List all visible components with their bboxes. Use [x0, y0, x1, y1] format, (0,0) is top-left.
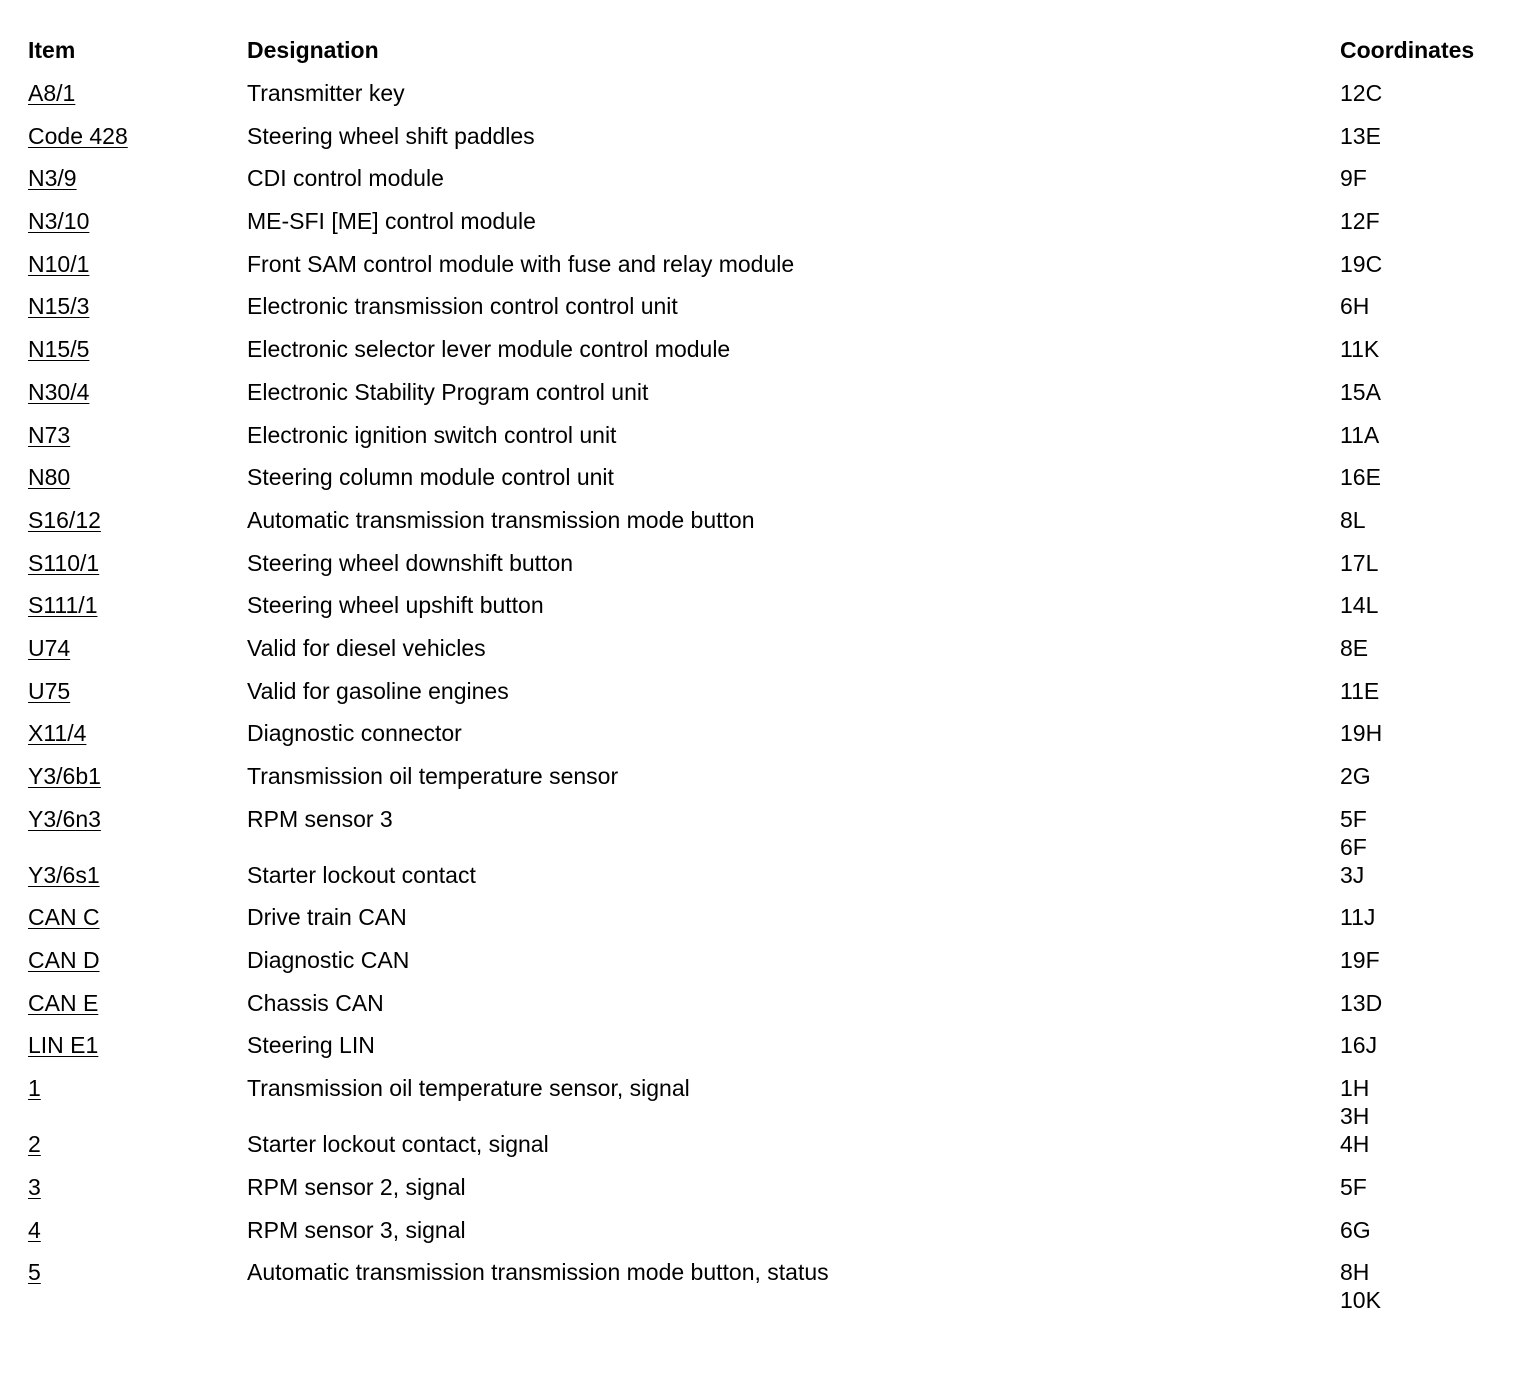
header-coordinates: Coordinates	[1340, 37, 1475, 63]
item-cell	[28, 719, 247, 747]
coordinate-value: 3J	[1340, 861, 1365, 888]
item-link[interactable]: Y3/6b1	[28, 763, 101, 789]
item-link[interactable]: N3/10	[28, 208, 90, 235]
item-cell	[28, 292, 247, 320]
coordinate-value: 6H	[1340, 293, 1370, 320]
item-link[interactable]: N15/3	[28, 293, 90, 320]
coordinate-value: 6F	[1340, 833, 1367, 860]
coordinates-cell	[1340, 861, 1508, 889]
item-cell	[28, 335, 247, 363]
item-cell	[28, 122, 247, 150]
coordinates-cell	[1340, 250, 1508, 278]
coordinates-cell	[1340, 1173, 1508, 1201]
component-legend-table	[28, 36, 1508, 1314]
designation-cell: Electronic selector lever module control module	[247, 336, 731, 363]
designation-cell: Steering wheel downshift button	[247, 549, 574, 576]
designation-cell: RPM sensor 3, signal	[247, 1216, 466, 1243]
coordinate-value: 5F	[1340, 1173, 1367, 1200]
table-body	[28, 79, 1508, 1314]
coordinates-cell	[1340, 805, 1508, 861]
item-link[interactable]: 1	[28, 1075, 41, 1102]
coordinates-cell	[1340, 677, 1508, 705]
item-link[interactable]: 2	[28, 1131, 41, 1158]
item-link[interactable]: X11/4	[28, 720, 87, 747]
designation-cell: Steering column module control unit	[247, 464, 614, 491]
item-link[interactable]: CAN D	[28, 947, 100, 974]
coordinates-cell	[1340, 903, 1508, 931]
designation-cell: Electronic transmission control control unit	[247, 293, 678, 320]
coordinate-value: 17L	[1340, 549, 1379, 576]
table-row	[28, 1074, 1508, 1130]
coordinate-value: 19C	[1340, 250, 1383, 277]
coordinate-value: 12C	[1340, 80, 1383, 106]
item-link[interactable]: A8/1	[28, 80, 76, 106]
item-link[interactable]: CAN C	[28, 904, 100, 931]
item-link[interactable]: N3/9	[28, 165, 77, 192]
coordinate-value: 12F	[1340, 208, 1380, 235]
table-row	[28, 292, 1508, 335]
table-row	[28, 946, 1508, 989]
designation-cell: Transmission oil temperature sensor	[247, 763, 619, 789]
table-row	[28, 506, 1508, 549]
coordinates-cell	[1340, 164, 1508, 192]
coordinate-value: 11J	[1340, 904, 1376, 931]
coordinates-cell	[1340, 1216, 1508, 1244]
item-cell	[28, 989, 247, 1017]
coordinates-cell	[1340, 1074, 1508, 1130]
coordinates-cell	[1340, 989, 1508, 1017]
header-item: Item	[28, 37, 76, 63]
item-link[interactable]: S111/1	[28, 592, 98, 619]
item-link[interactable]: N15/5	[28, 336, 90, 363]
item-link[interactable]: N10/1	[28, 250, 90, 277]
designation-cell: Electronic Stability Program control unit	[247, 378, 649, 405]
coordinate-value: 9F	[1340, 165, 1367, 192]
coordinate-value: 16E	[1340, 464, 1381, 491]
item-cell	[28, 506, 247, 534]
item-cell	[28, 1173, 247, 1201]
coordinate-value: 8E	[1340, 634, 1369, 661]
table-row	[28, 164, 1508, 207]
item-cell	[28, 250, 247, 278]
item-cell	[28, 946, 247, 974]
coordinates-cell	[1340, 719, 1508, 747]
coordinates-cell	[1340, 421, 1508, 449]
coordinates-cell	[1340, 549, 1508, 577]
coordinates-cell	[1340, 292, 1508, 320]
coordinates-cell	[1340, 762, 1508, 790]
item-cell	[28, 463, 247, 491]
coordinate-value: 5F	[1340, 805, 1367, 832]
table-row	[28, 79, 1508, 122]
coordinate-value: 8H	[1340, 1259, 1370, 1286]
item-link[interactable]: LIN E1	[28, 1032, 99, 1059]
designation-cell: Automatic transmission transmission mode button	[247, 506, 755, 533]
coordinates-cell	[1340, 1031, 1508, 1059]
item-cell	[28, 1216, 247, 1244]
coordinates-cell	[1340, 463, 1508, 491]
table-row	[28, 762, 1508, 805]
table-row	[28, 989, 1508, 1032]
item-cell	[28, 421, 247, 449]
table-row	[28, 1130, 1508, 1173]
item-cell	[28, 378, 247, 406]
item-link[interactable]: Y3/6n3	[28, 805, 101, 832]
designation-cell: CDI control module	[247, 165, 444, 192]
coordinates-cell	[1340, 591, 1508, 619]
item-cell	[28, 634, 247, 662]
item-cell	[28, 207, 247, 235]
designation-cell: Steering wheel upshift button	[247, 592, 544, 619]
table-row	[28, 207, 1508, 250]
item-link[interactable]: U74	[28, 634, 71, 661]
table-row	[28, 805, 1508, 861]
table-header-row	[28, 36, 1508, 79]
item-link[interactable]: N80	[28, 464, 71, 491]
table-row	[28, 1258, 1508, 1314]
table-row	[28, 861, 1508, 904]
coordinates-cell	[1340, 378, 1508, 406]
designation-cell: Diagnostic CAN	[247, 947, 410, 974]
designation-cell: RPM sensor 3	[247, 805, 393, 832]
coordinate-value: 16J	[1340, 1032, 1378, 1059]
item-link[interactable]: S110/1	[28, 549, 100, 576]
coordinate-value: 4H	[1340, 1131, 1370, 1158]
coordinate-value: 19H	[1340, 720, 1383, 747]
coordinate-value: 11K	[1340, 336, 1380, 363]
coordinate-value: 10K	[1340, 1287, 1381, 1314]
item-cell	[28, 805, 247, 833]
item-link[interactable]: U75	[28, 677, 71, 704]
coordinate-value: 3H	[1340, 1103, 1370, 1130]
item-cell	[28, 861, 247, 889]
item-cell	[28, 549, 247, 577]
table-row	[28, 421, 1508, 464]
table-row	[28, 719, 1508, 762]
item-cell	[28, 1074, 247, 1102]
coordinates-cell	[1340, 122, 1508, 150]
table-row	[28, 903, 1508, 946]
item-link[interactable]: CAN E	[28, 989, 99, 1016]
designation-cell: Starter lockout contact	[247, 861, 476, 888]
item-cell	[28, 1258, 247, 1286]
coordinates-cell	[1340, 946, 1508, 974]
item-link[interactable]: N30/4	[28, 378, 90, 405]
coordinate-value: 6G	[1340, 1216, 1371, 1243]
item-link[interactable]: Code 428	[28, 122, 128, 149]
coordinates-cell	[1340, 207, 1508, 235]
designation-cell: Steering LIN	[247, 1032, 375, 1059]
coordinates-cell	[1340, 335, 1508, 363]
coordinate-value: 19F	[1340, 947, 1380, 974]
table-row	[28, 1173, 1508, 1216]
coordinate-value: 11A	[1340, 421, 1380, 448]
designation-cell: Diagnostic connector	[247, 720, 462, 747]
designation-cell: ME-SFI [ME] control module	[247, 208, 536, 235]
designation-cell: Starter lockout contact, signal	[247, 1131, 549, 1158]
table-row	[28, 677, 1508, 720]
coordinate-value: 2G	[1340, 763, 1371, 789]
header-designation: Designation	[247, 37, 379, 63]
item-cell	[28, 591, 247, 619]
coordinate-value: 14L	[1340, 592, 1379, 619]
item-cell	[28, 677, 247, 705]
designation-cell: Transmission oil temperature sensor, signal	[247, 1075, 690, 1102]
item-cell	[28, 903, 247, 931]
coordinate-value: 15A	[1340, 378, 1381, 405]
table-row	[28, 122, 1508, 165]
coordinates-cell	[1340, 506, 1508, 534]
item-cell	[28, 1031, 247, 1059]
item-cell	[28, 79, 247, 107]
designation-cell: Front SAM control module with fuse and relay module	[247, 250, 795, 277]
table-row	[28, 591, 1508, 634]
item-link[interactable]: Y3/6s1	[28, 861, 100, 888]
coordinates-cell	[1340, 634, 1508, 662]
designation-cell: Transmitter key	[247, 80, 405, 106]
item-cell	[28, 164, 247, 192]
item-link[interactable]: S16/12	[28, 506, 101, 533]
designation-cell: Drive train CAN	[247, 904, 407, 931]
coordinate-value: 13D	[1340, 989, 1383, 1016]
coordinate-value: 11E	[1340, 677, 1380, 704]
designation-cell: Valid for gasoline engines	[247, 677, 509, 704]
table-row	[28, 1031, 1508, 1074]
designation-cell: RPM sensor 2, signal	[247, 1173, 466, 1200]
item-link[interactable]: 5	[28, 1259, 41, 1286]
table-row	[28, 378, 1508, 421]
table-row	[28, 549, 1508, 592]
table-row	[28, 463, 1508, 506]
designation-cell: Valid for diesel vehicles	[247, 634, 486, 661]
designation-cell: Electronic ignition switch control unit	[247, 421, 617, 448]
item-cell	[28, 1130, 247, 1158]
coordinate-value: 13E	[1340, 122, 1381, 149]
designation-cell: Automatic transmission transmission mode button, status	[247, 1259, 829, 1286]
table-row	[28, 335, 1508, 378]
item-link[interactable]: 3	[28, 1173, 41, 1200]
designation-cell: Steering wheel shift paddles	[247, 122, 535, 149]
table-row	[28, 250, 1508, 293]
coordinates-cell	[1340, 1258, 1508, 1314]
coordinate-value: 1H	[1340, 1075, 1370, 1102]
coordinate-value: 8L	[1340, 506, 1366, 533]
table-row	[28, 1216, 1508, 1259]
designation-cell: Chassis CAN	[247, 989, 384, 1016]
item-link[interactable]: N73	[28, 421, 71, 448]
item-cell	[28, 762, 247, 790]
coordinates-cell	[1340, 1130, 1508, 1158]
item-link[interactable]: 4	[28, 1216, 41, 1243]
coordinates-cell	[1340, 79, 1508, 107]
table-row	[28, 634, 1508, 677]
